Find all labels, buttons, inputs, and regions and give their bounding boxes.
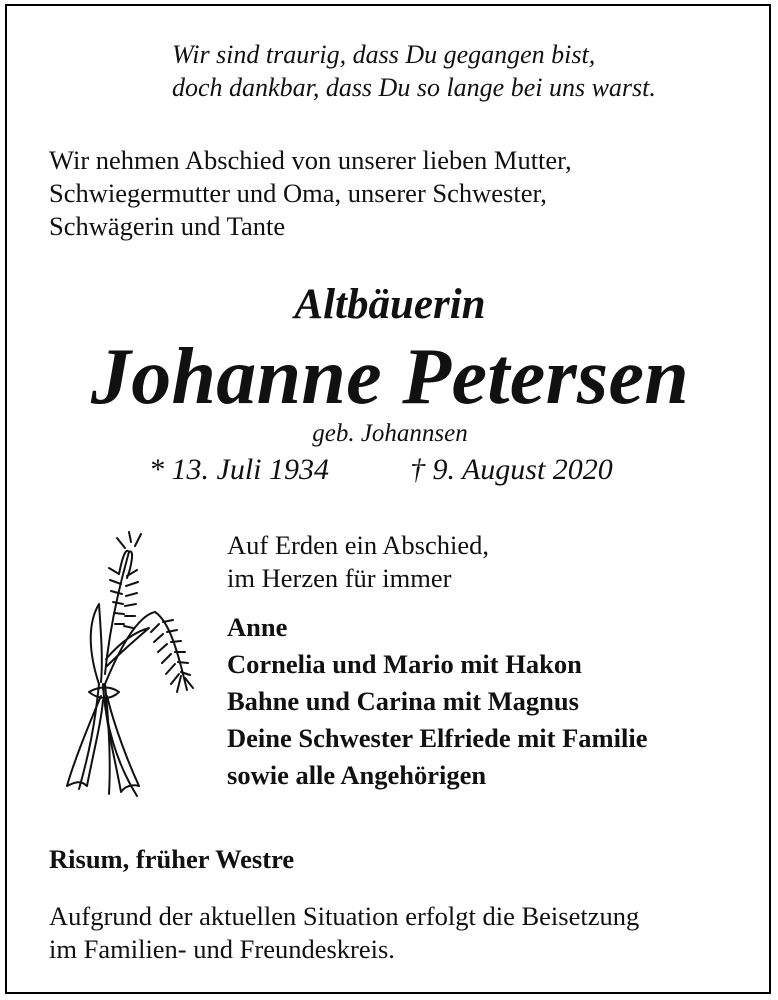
birth-name: geb. Johannsen bbox=[312, 420, 468, 447]
quote-line-1: Wir sind traurig, dass Du gegangen bist, bbox=[172, 40, 596, 69]
mourner-line: Bahne und Carina mit Magnus bbox=[227, 686, 579, 716]
mourner-line: sowie alle Angehörigen bbox=[227, 760, 487, 790]
quote-line-2: doch dankbar, dass Du so lange bei uns warst. bbox=[172, 73, 656, 102]
intro-line-1: Wir nehmen Abschied von unserer lieben Mutter, bbox=[49, 145, 572, 175]
mourner-line: Anne bbox=[227, 612, 288, 642]
intro-line-3: Schwägerin und Tante bbox=[49, 211, 286, 241]
closing-line-2: im Familien- und Freundeskreis. bbox=[49, 934, 395, 964]
closing-line-1: Aufgrund der aktuellen Situation erfolgt die Beisetzung bbox=[49, 901, 640, 931]
motto-line-1: Auf Erden ein Abschied, bbox=[227, 530, 489, 560]
death-date: † 9. August 2020 bbox=[410, 453, 613, 486]
wheat-icon bbox=[59, 524, 199, 809]
obituary-notice bbox=[5, 4, 771, 994]
motto-line-2: im Herzen für immer bbox=[227, 563, 452, 593]
mourner-line: Cornelia und Mario mit Hakon bbox=[227, 649, 582, 679]
deceased-title: Altbäuerin bbox=[294, 281, 486, 328]
intro-line-2: Schwiegermutter und Oma, unserer Schwester, bbox=[49, 178, 547, 208]
birth-date: * 13. Juli 1934 bbox=[149, 453, 329, 486]
deceased-name: Johanne Petersen bbox=[90, 333, 690, 421]
place-line: Risum, früher Westre bbox=[49, 844, 295, 874]
mourner-line: Deine Schwester Elfriede mit Familie bbox=[227, 723, 648, 753]
